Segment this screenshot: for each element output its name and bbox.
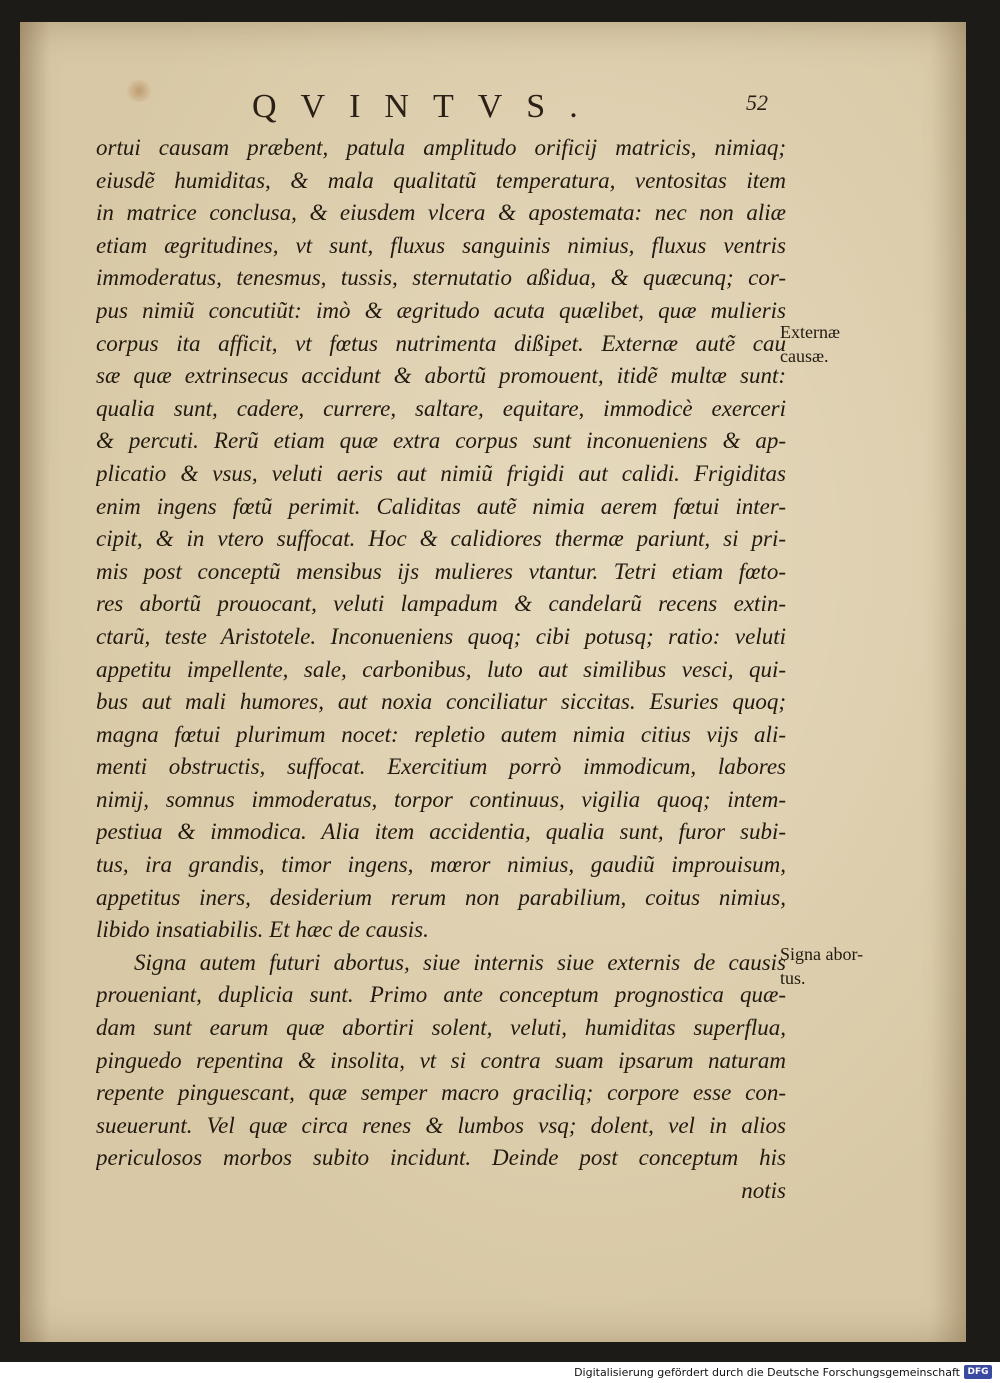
text-line: in matrice conclusa, & eiusdem vlcera & apostemata: nec non aliæ <box>96 200 786 226</box>
text-line: appetitus iners, desiderium rerum non parabilium, coitus nimius, <box>96 884 786 910</box>
text-line: cipit, & in vtero suffocat. Hoc & calidiores thermæ pariunt, si pri- <box>96 526 786 552</box>
text-line: tus, ira grandis, timor ingens, mœror nimius, gaudiũ improuisum, <box>96 852 786 878</box>
text-line: menti obstructis, suffocat. Exercitium porrò immodicum, labores <box>96 754 786 780</box>
text-line: appetitu impellente, sale, carbonibus, luto aut similibus vesci, qui- <box>96 656 786 682</box>
catchword: notis <box>741 1178 786 1203</box>
footer-bar <box>0 1362 1000 1383</box>
marginal-line: causæ. <box>780 346 829 366</box>
marginal-note-externae <box>780 320 920 368</box>
text-line: ctarũ, teste Aristotele. Inconueniens quoq; cibi potusq; ratio: veluti <box>96 623 786 649</box>
marginal-line: tus. <box>780 968 806 988</box>
text-line: eiusdẽ humiditas, & mala qualitatũ temperatura, ventositas item <box>96 167 786 193</box>
text-line: dam sunt earum quæ abortiri solent, veluti, humiditas superflua, <box>96 1015 786 1041</box>
text-line: mis post conceptũ mensibus ijs mulieres vtantur. Tetri etiam fœto- <box>96 558 786 584</box>
text-line: libido insatiabilis. Et hæc de causis. <box>96 917 429 943</box>
text-line: pinguedo repentina & insolita, vt si contra suam ipsarum naturam <box>96 1047 786 1073</box>
text-line: etiam ægritudines, vt sunt, fluxus sanguinis nimius, fluxus ventris <box>96 232 786 258</box>
text-line: qualia sunt, cadere, currere, saltare, equitare, immodicè exerceri <box>96 395 786 421</box>
text-line: sæ quæ extrinsecus accidunt & abortũ promouent, itidẽ multæ sunt: <box>96 363 786 389</box>
text-line: bus aut mali humores, aut noxia conciliatur siccitas. Esuries quoq; <box>96 689 786 715</box>
text-line: repente pinguescant, quæ semper macro graciliq; corpore esse con- <box>96 1080 786 1106</box>
marginal-line: Externæ <box>780 322 840 342</box>
text-line: corpus ita afficit, vt fœtus nutrimenta dißipet. Externæ autẽ cau <box>96 330 786 356</box>
text-line: nimij, somnus immoderatus, torpor continuus, vigilia quoq; intem- <box>96 786 786 812</box>
text-line: & percuti. Rerũ etiam quæ extra corpus sunt inconueniens & ap- <box>96 428 786 454</box>
text-line: Signa autem futuri abortus, siue internis siue externis de causis <box>134 949 786 975</box>
dfg-logo-icon: DFG <box>964 1365 992 1379</box>
body-text <box>96 132 786 1208</box>
text-line: periculosos morbos subito incidunt. Deinde post conceptum his <box>96 1145 786 1171</box>
text-line: enim ingens fœtũ perimit. Caliditas autẽ nimia aerem fœtui inter- <box>96 493 786 519</box>
marginal-line: Signa abor- <box>780 944 864 964</box>
text-line: pestiua & immodica. Alia item accidentia, qualia sunt, furor subi- <box>96 819 786 845</box>
funding-credit: Digitalisierung gefördert durch die Deutsche Forschungsgemeinschaft <box>574 1366 960 1379</box>
running-title: QVINTVS. <box>252 88 602 125</box>
text-line: pus nimiũ concutiũt: imò & ægritudo acuta quælibet, quæ mulieris <box>96 297 786 323</box>
text-line: proueniant, duplicia sunt. Primo ante conceptum prognostica quæ- <box>96 982 786 1008</box>
text-line: immoderatus, tenesmus, tussis, sternutatio aßidua, & quæcunq; cor- <box>96 265 786 291</box>
text-line: sueuerunt. Vel quæ circa renes & lumbos vsq; dolent, vel in alios <box>96 1112 786 1138</box>
text-line: plicatio & vsus, veluti aeris aut nimiũ frigidi aut calidi. Frigiditas <box>96 460 786 486</box>
folio-number: 52 <box>746 90 768 115</box>
text-line: res abortũ prouocant, veluti lampadum & candelarũ recens extin- <box>96 591 786 617</box>
paper-stain <box>124 80 154 102</box>
book-page <box>20 22 966 1342</box>
marginal-note-signa <box>780 942 920 990</box>
text-line: ortui causam præbent, patula amplitudo orificij matricis, nimiaq; <box>96 135 786 160</box>
text-line: magna fœtui plurimum nocet: repletio autem nimia citius vijs ali- <box>96 721 786 747</box>
